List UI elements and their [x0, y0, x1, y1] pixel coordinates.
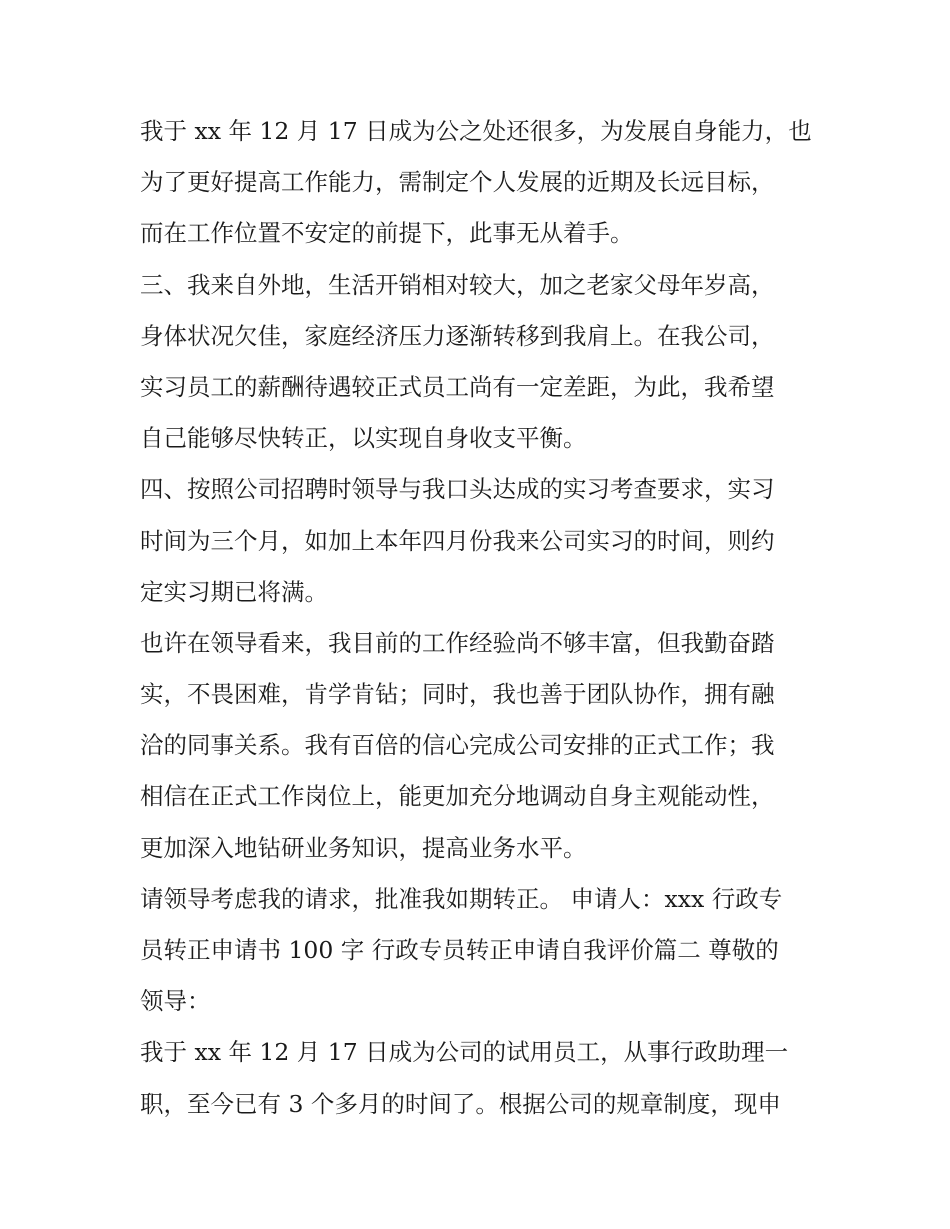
text-line: 我于 xx 年 12 月 17 日成为公之处还很多，为发展自身能力，也 [140, 117, 812, 145]
text-line: 领导： [140, 987, 211, 1016]
document-body [140, 106, 820, 1130]
text-line: 员转正申请书 100 字 行政专员转正申请自我评价篇二 尊敬的 [140, 936, 779, 964]
text-line: 定实习期已将满。 [140, 577, 328, 606]
text-line: 洽的同事关系。我有百倍的信心完成公司安排的正式工作；我 [140, 731, 775, 760]
text-line: 实，不畏困难，肯学肯钻；同时，我也善于团队协作，拥有融 [140, 680, 775, 709]
text-line: 实习员工的薪酬待遇较正式员工尚有一定差距，为此，我希望 [140, 372, 775, 401]
text-line: 更加深入地钻研业务知识，提高业务水平。 [140, 833, 587, 862]
text-line: 时间为三个月，如加上本年四月份我来公司实习的时间，则约 [140, 526, 775, 555]
text-line: 职，至今已有 3 个多月的时间了。根据公司的规章制度，现申 [140, 1089, 781, 1118]
text-line: 我于 xx 年 12 月 17 日成为公司的试用员工，从事行政助理一 [140, 1038, 789, 1067]
text-line: 而在工作位置不安定的前提下，此事无从着手。 [140, 219, 634, 248]
text-line: 自己能够尽快转正，以实现自身收支平衡。 [140, 424, 587, 453]
text-line: 相信在正式工作岗位上，能更加充分地调动自身主观能动性， [140, 782, 775, 811]
text-line: 身体状况欠佳，家庭经济压力逐渐转移到我肩上。在我公司， [140, 321, 775, 350]
text-line: 为了更好提高工作能力，需制定个人发展的近期及长远目标， [140, 168, 775, 197]
text-line: 请领导考虑我的请求，批准我如期转正。 申请人：xxx 行政专 [140, 884, 783, 913]
text-line: 也许在领导看来，我目前的工作经验尚不够丰富，但我勤奋踏 [140, 628, 775, 657]
text-line: 四、按照公司招聘时领导与我口头达成的实习考查要求，实习 [140, 475, 775, 504]
text-line: 三、我来自外地，生活开销相对较大，加之老家父母年岁高， [140, 270, 775, 299]
